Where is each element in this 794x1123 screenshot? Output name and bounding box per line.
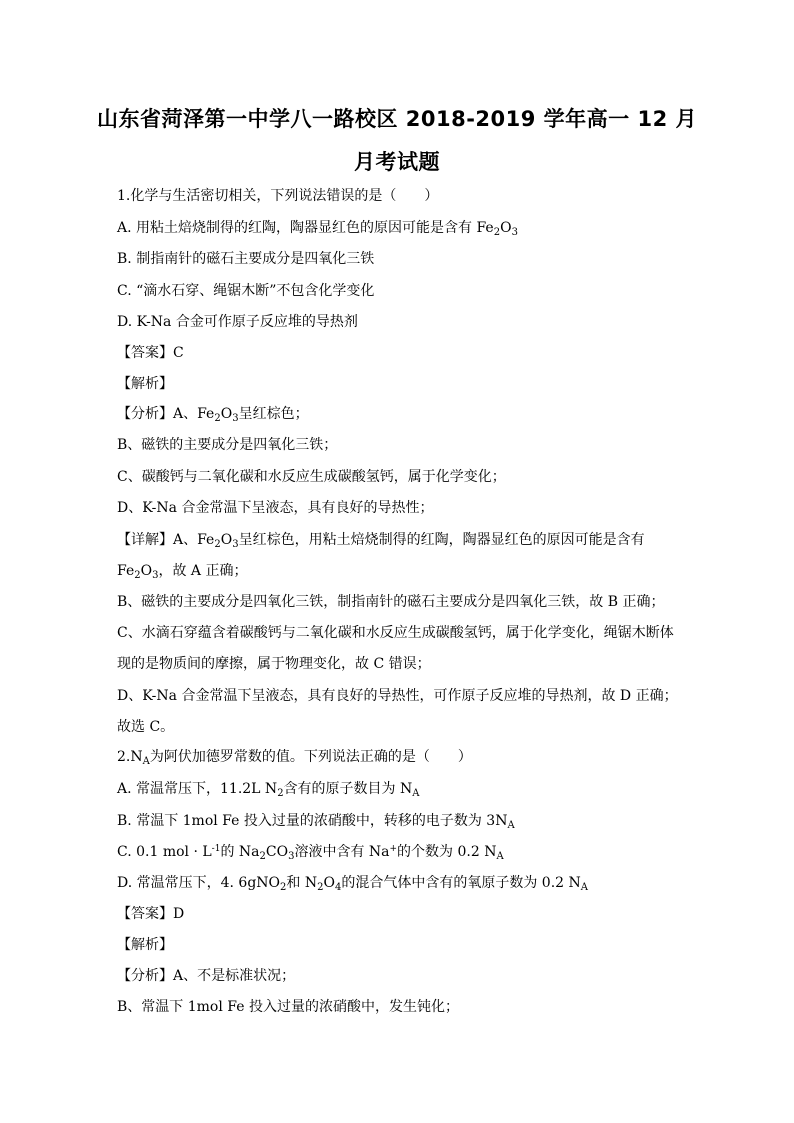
q2-option-a-mid: 含有的原子数目为 N xyxy=(283,781,413,797)
q1-option-a-text: A. 用粘土焙烧制得的红陶，陶器显红色的原因可能是含有 Fe xyxy=(117,220,494,236)
q1-option-a xyxy=(117,218,518,238)
q1-fenxi-a-pre: 【分析】A、Fe xyxy=(117,406,215,422)
subscript: 3 xyxy=(152,570,159,581)
element-o: O xyxy=(220,532,233,548)
q2-fenxi-b: B、常温下 1mol Fe 投入过量的浓硝酸中，发生钝化； xyxy=(117,999,459,1015)
superscript: -1 xyxy=(211,844,221,854)
subscript: A xyxy=(142,756,150,767)
symbol-n: N xyxy=(130,749,143,765)
q1-xiangjie-c1: C、水滴石穿蕴含着碳酸钙与二氧化碳和水反应生成碳酸氢钙，属于化学变化，绳锯木断体 xyxy=(117,625,674,641)
subscript: 2 xyxy=(214,539,221,550)
q1-xiangjie-d: D、K-Na 合金常温下呈液态，具有良好的导热性，可作原子反应堆的导热剂，故 D 正确； xyxy=(117,688,678,704)
subscript: 2 xyxy=(134,570,141,581)
q1-fenxi-b: B、磁铁的主要成分是四氧化三铁； xyxy=(117,437,338,453)
q2-option-d-mid3: 的混合气体中含有的氧原子数为 0.2 N xyxy=(341,875,581,891)
subscript: 3 xyxy=(288,851,295,862)
subscript: 2 xyxy=(277,788,284,799)
subscript: 2 xyxy=(280,882,287,893)
q2-option-b-pre: B. 常温下 1mol Fe 投入过量的浓硝酸中，转移的电子数为 3N xyxy=(117,813,508,829)
q2-option-a-pre: A. 常温常压下，11.2L N xyxy=(117,781,278,797)
element-o: O xyxy=(140,563,153,579)
title-line-2: 月考试题 xyxy=(354,150,440,174)
q1-xiangjie-a2-post: ，故 A 正确； xyxy=(158,563,248,579)
q2-option-d-mid2: O xyxy=(323,875,335,891)
q2-option-c-pre: C. 0.1 mol · L xyxy=(117,844,212,860)
q1-option-d: D. K-Na 合金可作原子反应堆的导热剂 xyxy=(117,314,358,330)
q2-option-a xyxy=(117,779,420,799)
q2-option-c-mid1: 的 Na xyxy=(220,844,260,860)
q2-stem-text: 为阿伏加德罗常数的值。下列说法正确的是（ ） xyxy=(149,749,472,765)
q1-fenxi-a-post: 呈红棕色； xyxy=(238,406,309,422)
q2-fenxi-a: 【分析】A、不是标准状况； xyxy=(117,968,296,984)
subscript: 2 xyxy=(317,882,324,893)
q2-option-b xyxy=(117,811,515,831)
q1-stem: 1.化学与生活密切相关，下列说法错误的是（ ） xyxy=(117,188,439,204)
subscript: 2 xyxy=(214,413,221,424)
q1-fenxi-a xyxy=(117,404,309,424)
q1-option-b: B. 制指南针的磁石主要成分是四氧化三铁 xyxy=(117,251,375,267)
subscript: 4 xyxy=(334,882,342,893)
q1-xiangjie-b: B、磁铁的主要成分是四氧化三铁，制指南针的磁石主要成分是四氧化三铁，故 B 正确； xyxy=(117,594,665,610)
subscript: A xyxy=(412,788,420,799)
q2-option-d xyxy=(117,873,588,893)
q1-conclusion: 故选 C。 xyxy=(117,719,175,735)
subscript: A xyxy=(580,882,588,893)
q2-analysis-header: 【解析】 xyxy=(117,937,173,953)
q2-answer: 【答案】D xyxy=(117,906,185,922)
q2-option-c xyxy=(117,842,504,862)
q1-xiangjie-a2 xyxy=(117,561,247,581)
element-o: O xyxy=(220,406,233,422)
q1-answer: 【答案】C xyxy=(117,345,184,361)
q2-option-c-mid3: 溶液中含有 Na xyxy=(294,844,390,860)
subscript: 3 xyxy=(232,413,239,424)
q1-xiangjie-a-pre: 【详解】A、Fe xyxy=(117,532,215,548)
q2-option-c-mid2: CO xyxy=(265,844,289,860)
q1-fenxi-d: D、K-Na 合金常温下呈液态，具有良好的导热性； xyxy=(117,500,434,516)
subscript: A xyxy=(507,820,515,831)
superscript: + xyxy=(389,844,398,854)
title-line-1: 山东省菏泽第一中学八一路校区 2018-2019 学年高一 12 月 xyxy=(96,107,698,131)
subscript: 3 xyxy=(232,539,239,550)
q2-option-d-pre: D. 常温常压下，4. 6gNO xyxy=(117,875,281,891)
subscript: A xyxy=(496,851,504,862)
q2-stem xyxy=(117,747,472,767)
element-o: O xyxy=(500,220,512,236)
q2-option-d-mid1: 和 N xyxy=(286,875,318,891)
q1-option-c: C. “滴水石穿、绳锯木断”不包含化学变化 xyxy=(117,283,375,299)
subscript: 2 xyxy=(493,227,501,238)
q1-xiangjie-a-post: 呈红棕色，用粘土焙烧制得的红陶，陶器显红色的原因可能是含有 xyxy=(238,532,645,548)
q1-analysis-header: 【解析】 xyxy=(117,376,173,392)
q2-option-c-mid4: 的个数为 0.2 N xyxy=(397,844,497,860)
q1-fenxi-c: C、碳酸钙与二氧化碳和水反应生成碳酸氢钙，属于化学变化； xyxy=(117,469,506,485)
element-fe: Fe xyxy=(117,563,135,579)
q1-xiangjie-a xyxy=(117,530,645,550)
q2-number: 2. xyxy=(117,749,131,765)
subscript: 3 xyxy=(511,227,518,238)
subscript: 2 xyxy=(259,851,266,862)
q1-xiangjie-c2: 现的是物质间的摩擦，属于物理变化，故 C 错误； xyxy=(117,656,431,672)
